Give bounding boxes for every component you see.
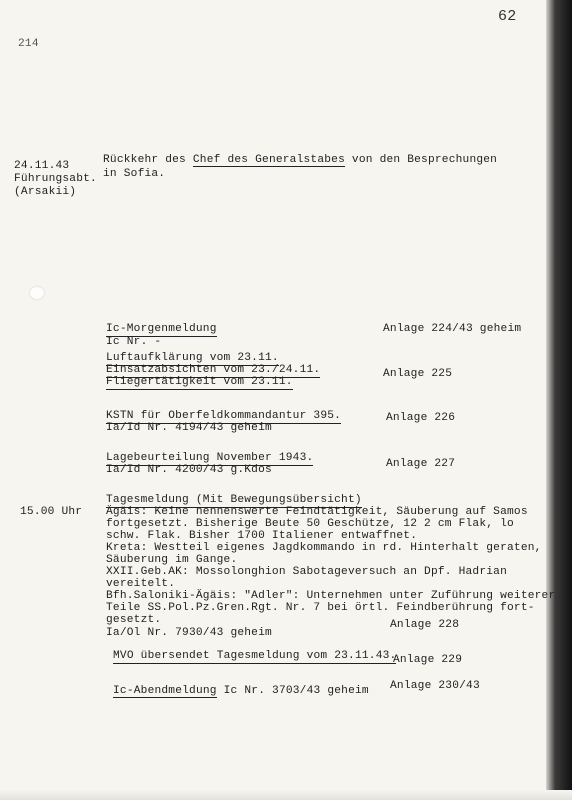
att3-annex: Anlage 226 bbox=[386, 412, 456, 424]
att1-annex: Anlage 224/43 geheim bbox=[383, 323, 522, 335]
report-time: 15.00 Uhr bbox=[20, 506, 83, 518]
report-line-1: Ägäis: Keine nennenswerte Feindtätigkeit, Säuberung auf Samos bbox=[106, 506, 528, 518]
att2-line1: Luftaufklärung vom 23.11. bbox=[106, 352, 279, 364]
report-line-5: Säuberung im Gange. bbox=[106, 554, 238, 566]
report-line-6: XXII.Geb.AK: Mossolonghion Sabotageversuch an Dpf. Hadrian bbox=[106, 566, 507, 578]
evening-label: Ic-Abendmeldung bbox=[113, 685, 217, 697]
entry1-place: (Arsakii) bbox=[14, 186, 77, 198]
report-line-8: Bfh.Saloniki-Ägäis: "Adler": Unternehmen unter Zuführung weiterer bbox=[106, 590, 556, 602]
report-line-9: Teile SS.Pol.Pz.Gren.Rgt. Nr. 7 bei örtl. Feindberührung fort- bbox=[106, 602, 535, 614]
page-number: 62 bbox=[498, 8, 517, 25]
mvo-text: MVO übersendet Tagesmeldung vom 23.11.43. bbox=[113, 650, 397, 662]
att4-annex: Anlage 227 bbox=[386, 458, 456, 470]
punch-hole bbox=[30, 287, 44, 299]
att2-line3: Fliegertätigkeit vom 23.11. bbox=[106, 376, 293, 388]
entry1-dept: Führungsabt. bbox=[14, 173, 97, 185]
page-edge-shadow bbox=[546, 0, 572, 800]
report-line-4: Kreta: Westteil eigenes Jagdkommando in rd. Hinterhalt geraten, bbox=[106, 542, 542, 554]
report-line-3: schw. Flak. Bisher 1700 Italiener entwaffnet. bbox=[106, 530, 418, 542]
att3-number: Ia/Id Nr. 4194/43 geheim bbox=[106, 422, 272, 434]
top-left-mark: 214 bbox=[18, 38, 39, 50]
evening-annex: Anlage 230/43 bbox=[390, 680, 480, 692]
report-line-7: vereitelt. bbox=[106, 578, 176, 590]
att4-number: Ia/Id Nr. 4200/43 g.Kdos bbox=[106, 464, 272, 476]
att4-title: Lagebeurteilung November 1943. bbox=[106, 452, 314, 464]
report-heading: Tagesmeldung (Mit Bewegungsübersicht) bbox=[106, 494, 362, 506]
att2-annex: Anlage 225 bbox=[383, 368, 453, 380]
evening-report: Ic-Abendmeldung Ic Nr. 3703/43 geheim bbox=[113, 685, 369, 697]
att1-number: Ic Nr. - bbox=[106, 336, 162, 348]
att3-title: KSTN für Oberfeldkommandantur 395. bbox=[106, 410, 342, 422]
report-line-2: fortgesetzt. Bisherige Beute 50 Geschütze, 12 2 cm Flak, lo bbox=[106, 518, 514, 530]
report-line-11: Ia/Ol Nr. 7930/43 geheim bbox=[106, 627, 272, 639]
entry1-date: 24.11.43 bbox=[14, 160, 70, 172]
entry1-text-line2: in Sofia. bbox=[103, 168, 166, 180]
att2-line2: Einsatzabsichten vom 23./24.11. bbox=[106, 364, 321, 376]
mvo-annex: Anlage 229 bbox=[393, 654, 463, 666]
report-annex: Anlage 228 bbox=[390, 619, 460, 631]
entry1-chef-underlined: Chef des Generalstabes bbox=[192, 154, 345, 166]
report-line-10: gesetzt. bbox=[106, 614, 162, 626]
entry1-text-line1: Rückkehr des Chef des Generalstabes von den Besprechungen bbox=[103, 154, 498, 166]
att1-title: Ic-Morgenmeldung bbox=[106, 323, 217, 335]
page-bottom-edge bbox=[0, 790, 572, 800]
